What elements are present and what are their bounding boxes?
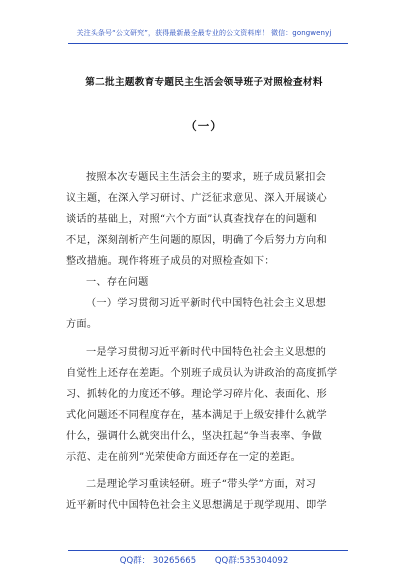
heading-existing-problems: 一、存在问题: [86, 277, 149, 288]
footer-qq-group-2: QQ群:535304092: [214, 556, 289, 566]
body-line: 自觉性上还存在差距。个别班子成员认为讲政治的高度抓学: [66, 368, 338, 379]
footer-divider: [68, 550, 348, 551]
section-number: （一）: [185, 119, 223, 133]
body-line: 二是理论学习重读轻研。班子“带头学”方面，对习: [86, 479, 317, 490]
body-line: 议主题，在深入学习研讨、广泛征求意见、深入开展谈心: [66, 193, 327, 204]
body-line: 谈话的基础上，对照“六个方面”认真查找存在的问题和: [66, 214, 317, 225]
body-line: 近平新时代中国特色社会主义思想满足于现学现用、即学: [66, 500, 327, 511]
footer-qq-group-1: QQ群： 30265665: [119, 556, 197, 566]
body-line: 不足，深刻剖析产生问题的原因，明确了今后努力方向和: [66, 235, 327, 246]
body-line: 式化问题还不同程度存在，基本满足于上级安排什么就学: [66, 410, 327, 421]
header-divider: [68, 43, 348, 44]
body-line: 示范、走在前列”光荣使命方面还存在一定的差距。: [66, 452, 302, 463]
header-banner: 关注头条号“公文研究”，获得最新最全最专业的公文资料库！ 微信：gongwenyj: [76, 29, 332, 37]
body-line: 一是学习贯彻习近平新时代中国特色社会主义思想的: [86, 347, 327, 358]
body-line: 按照本次专题民主生活会主的要求，班子成员紧扣会: [86, 172, 327, 183]
body-line: 习、抓转化的力度还不够。理论学习碎片化、表面化、形: [66, 389, 327, 400]
footer: [0, 554, 408, 566]
body-line: 整改措施。现作将班子成员的对照检查如下：: [66, 256, 275, 267]
document-title: 第二批主题教育专题民主生活会领导班子对照检查材料: [85, 77, 323, 88]
subheading-study: （一）学习贯彻习近平新时代中国特色社会主义思想: [86, 298, 327, 309]
body-line: 什么，强调什么就突出什么，坚决扛起“争当表率、争做: [66, 431, 322, 442]
body-line: 方面。: [66, 319, 98, 330]
